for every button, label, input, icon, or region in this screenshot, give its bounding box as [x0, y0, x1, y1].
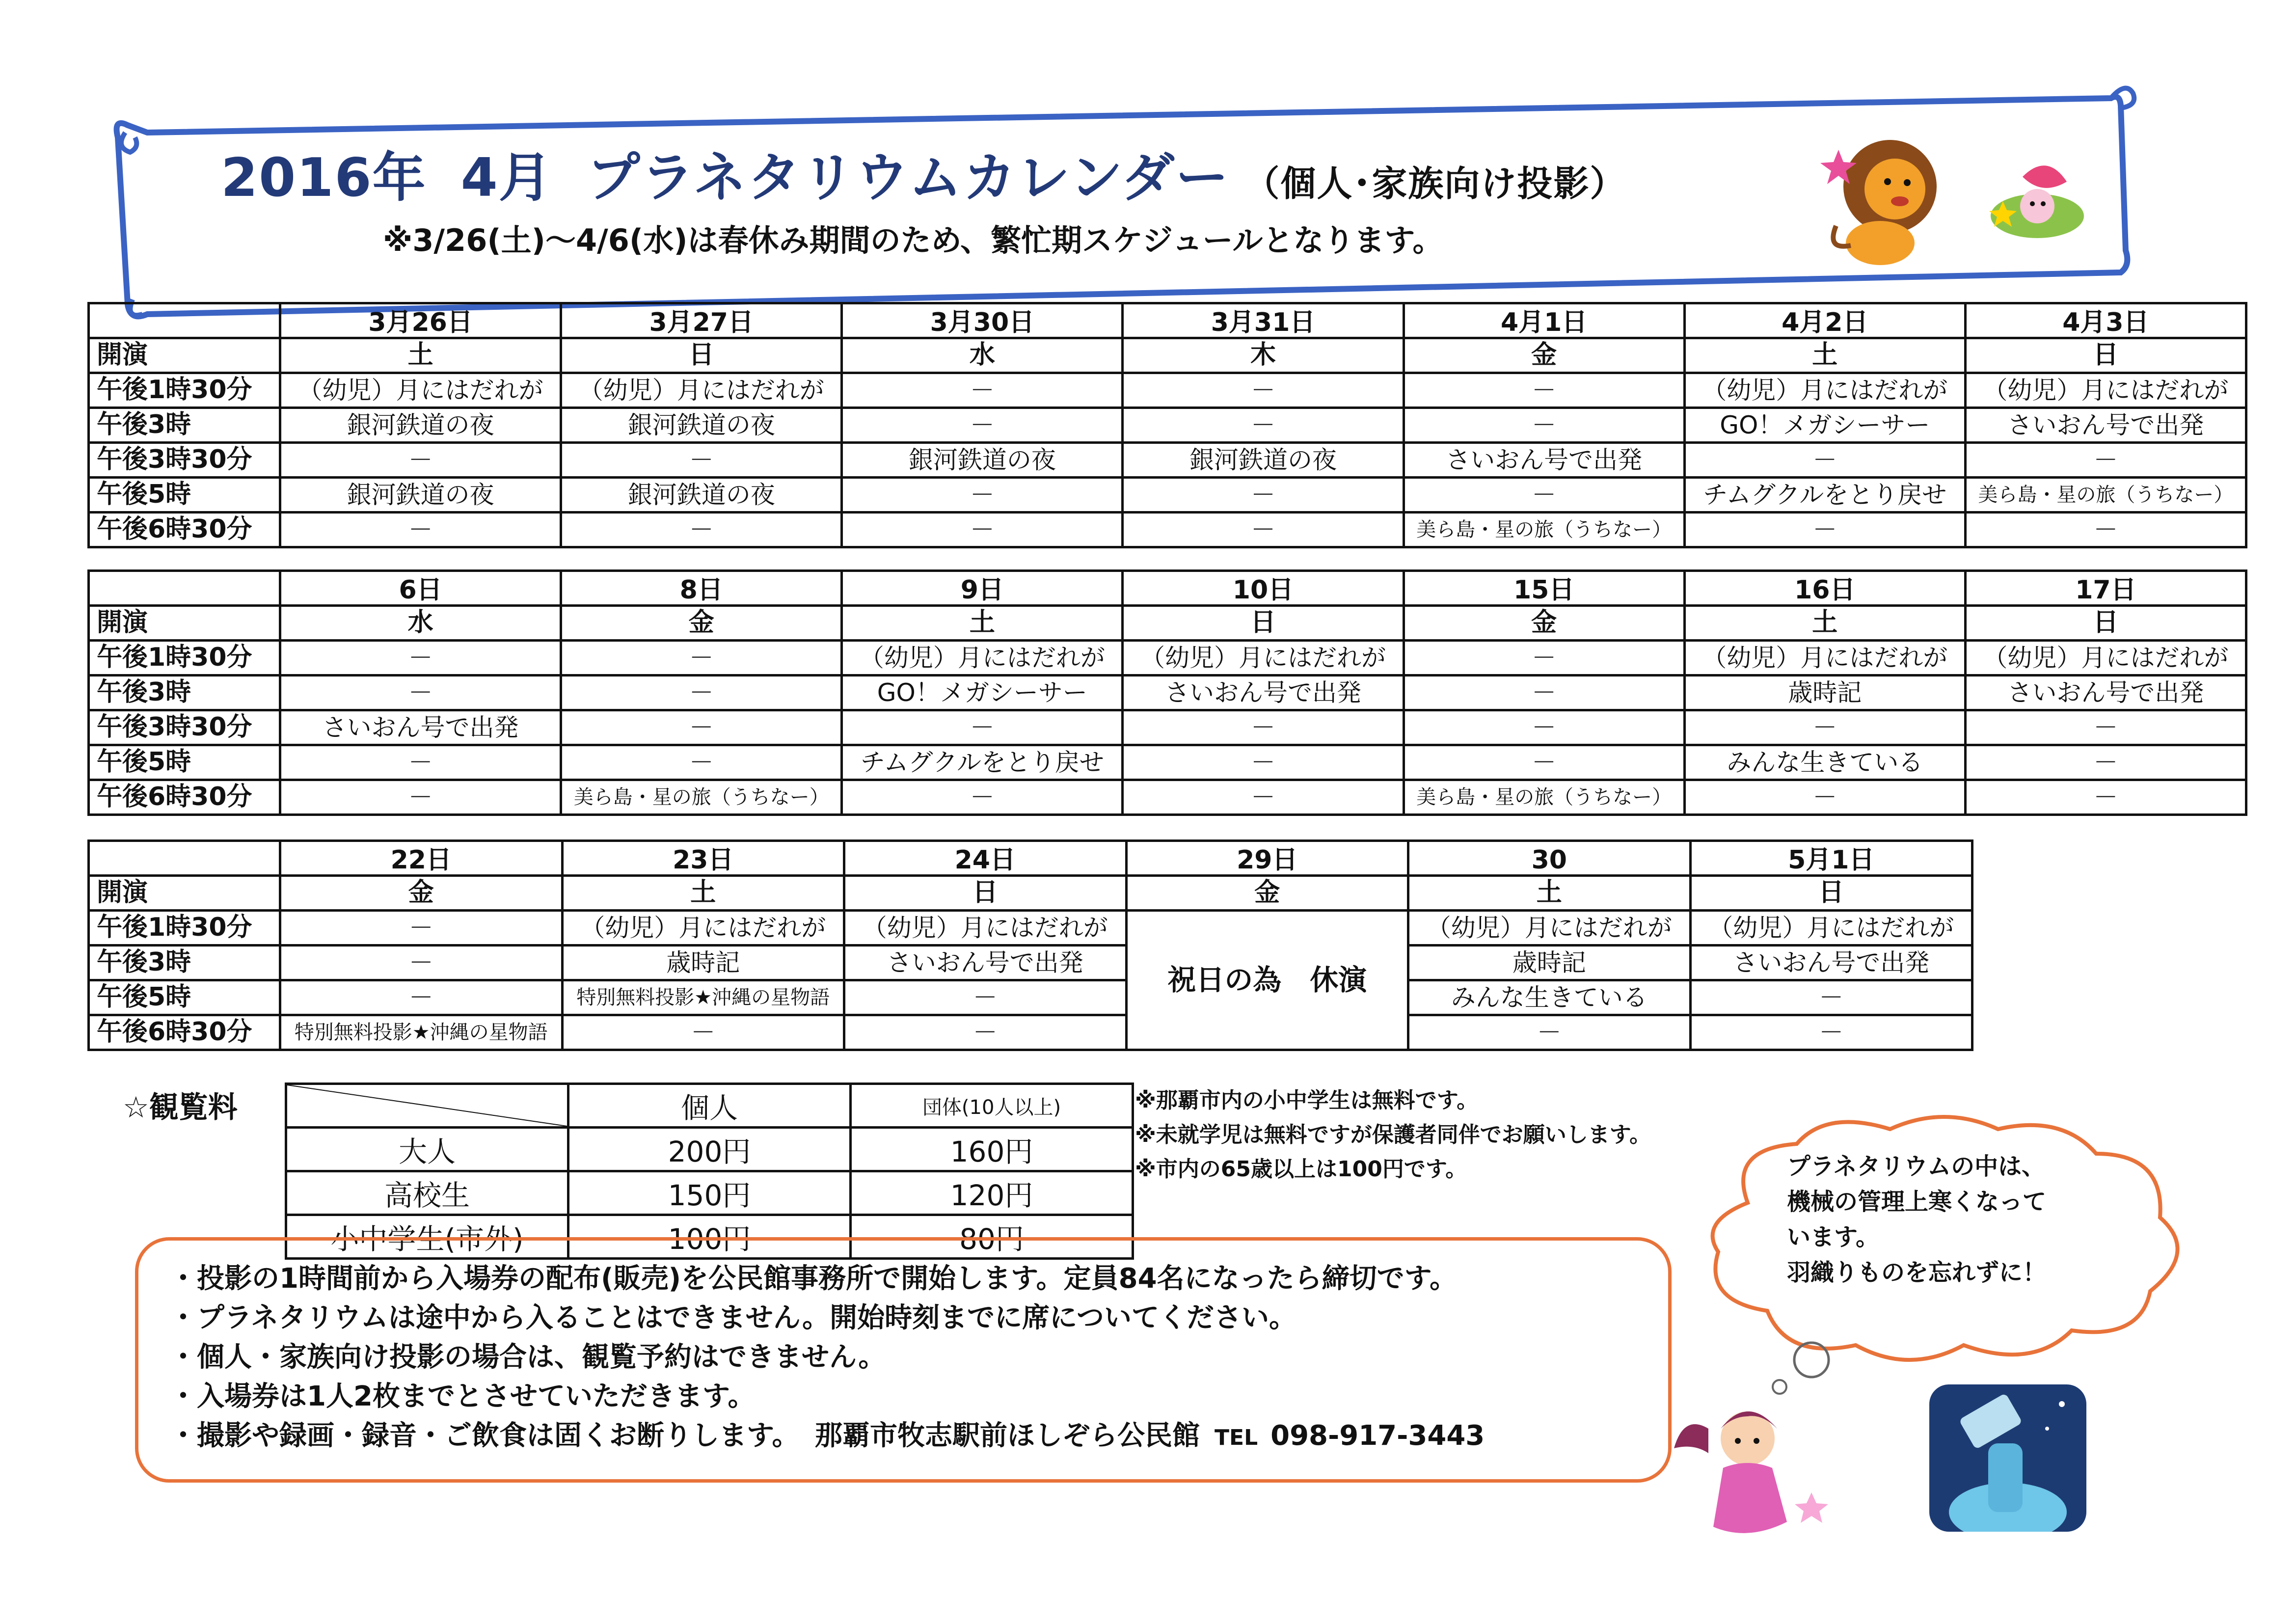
admission-fee-label: ☆観覧料 [123, 1090, 238, 1125]
corner-cell [89, 841, 280, 876]
weekday-cell: 日 [844, 876, 1127, 911]
weekday-cell: 日 [1690, 876, 1972, 911]
weekday-row [89, 338, 2246, 373]
show-cell: 歳時記 [562, 946, 844, 980]
show-cell: 銀河鉄道の夜 [561, 408, 842, 443]
time-row [89, 911, 1972, 946]
show-cell: （幼児）月にはだれが [842, 641, 1123, 676]
fee-value: 150円 [568, 1171, 851, 1215]
corner-cell [89, 571, 280, 606]
time-row [89, 980, 1972, 1015]
show-cell: － [1965, 443, 2246, 478]
show-cell: － [1684, 780, 1965, 815]
show-cell: － [1123, 373, 1404, 408]
show-cell: － [1404, 373, 1684, 408]
show-cell: － [1404, 745, 1684, 780]
show-cell: （幼児）月にはだれが [1965, 373, 2246, 408]
show-cell: 銀河鉄道の夜 [1123, 443, 1404, 478]
row-label: 午後3時30分 [89, 443, 280, 478]
show-cell: （幼児）月にはだれが [280, 373, 561, 408]
show-cell: チムグクルをとり戻せ [842, 745, 1123, 780]
date-header: 24日 [844, 841, 1127, 876]
title-month: 4月 [460, 147, 553, 209]
date-header: 30 [1408, 841, 1691, 876]
show-cell: － [1690, 980, 1972, 1015]
show-cell: 美ら島・星の旅（うちなー） [561, 780, 842, 815]
show-cell: 美ら島・星の旅（うちなー） [1404, 780, 1684, 815]
date-header: 5月1日 [1690, 841, 1972, 876]
fee-category: 小中学生(市外) [286, 1215, 568, 1259]
row-label: 午後5時 [89, 745, 280, 780]
show-cell: さいおん号で出発 [1965, 408, 2246, 443]
show-cell: － [1965, 780, 2246, 815]
show-cell: GO！メガシーサー [1684, 408, 1965, 443]
show-cell: － [280, 745, 561, 780]
weekday-cell: 土 [1684, 338, 1965, 373]
show-cell: 銀河鉄道の夜 [280, 408, 561, 443]
show-cell: 美ら島・星の旅（うちなー） [1965, 478, 2246, 513]
weekday-cell: 金 [561, 606, 842, 641]
date-header: 3月27日 [561, 303, 842, 338]
tel-label: TEL [1215, 1425, 1258, 1450]
weekday-cell: 日 [1965, 338, 2246, 373]
show-cell: みんな生きている [1408, 980, 1691, 1015]
fee-row [286, 1128, 1133, 1171]
show-cell: みんな生きている [1684, 745, 1965, 780]
show-cell: － [842, 513, 1123, 547]
date-header: 17日 [1965, 571, 2246, 606]
fee-note: ※那覇市内の小中学生は無料です。 [1135, 1088, 1479, 1113]
show-cell: － [1123, 478, 1404, 513]
date-header: 6日 [280, 571, 561, 606]
corner-cell [89, 303, 280, 338]
show-cell: － [842, 478, 1123, 513]
show-cell: 銀河鉄道の夜 [561, 478, 842, 513]
reminder-line: 羽織りものを忘れずに！ [1787, 1259, 2047, 1286]
time-row [89, 408, 2246, 443]
time-row [89, 676, 2246, 710]
time-row [89, 443, 2246, 478]
fee-note: ※未就学児は無料ですが保護者同伴でお願いします。 [1135, 1122, 1651, 1147]
show-cell: GO！メガシーサー [842, 676, 1123, 710]
time-row [89, 710, 2246, 745]
schedule-table-week1 [87, 302, 2247, 548]
show-cell: 歳時記 [1408, 946, 1691, 980]
title-year: 2016年 [221, 147, 427, 209]
show-cell: （幼児）月にはだれが [1684, 641, 1965, 676]
show-cell: － [562, 1015, 844, 1050]
weekday-cell: 水 [280, 606, 561, 641]
show-cell: － [1690, 1015, 1972, 1050]
weekday-cell: 金 [1126, 876, 1408, 911]
show-cell: － [280, 513, 561, 547]
show-cell: － [1404, 641, 1684, 676]
title-subtitle: （個人･家族向け投影） [1244, 163, 1626, 204]
schedule-table-week3 [87, 839, 1973, 1051]
show-cell: － [1123, 745, 1404, 780]
spring-break-notice: ※3/26(土)～4/6(水)は春休み期間のため、繁忙期スケジュールとなります。 [383, 222, 1443, 258]
show-cell: さいおん号で出発 [1965, 676, 2246, 710]
show-cell: 特別無料投影★沖縄の星物語 [280, 1015, 563, 1050]
date-header: 29日 [1126, 841, 1408, 876]
time-row [89, 513, 2246, 547]
fee-header: 団体(10人以上) [851, 1084, 1133, 1128]
show-cell: チムグクルをとり戻せ [1684, 478, 1965, 513]
show-cell: （幼児）月にはだれが [1690, 911, 1972, 946]
date-header: 8日 [561, 571, 842, 606]
row-label: 午後6時30分 [89, 780, 280, 815]
weekday-cell: 金 [1404, 606, 1684, 641]
star-character-icon [1983, 147, 2091, 245]
facility-contact [815, 1414, 1485, 1453]
show-cell: － [1965, 745, 2246, 780]
show-cell: （幼児）月にはだれが [561, 373, 842, 408]
row-label: 午後6時30分 [89, 1015, 280, 1050]
diagonal-divider [287, 1085, 567, 1126]
weekday-row [89, 606, 2246, 641]
show-cell: － [1965, 710, 2246, 745]
weekday-cell: 金 [280, 876, 563, 911]
fee-corner-cell [286, 1084, 568, 1128]
row-label: 午後5時 [89, 980, 280, 1015]
time-row [89, 1015, 1972, 1050]
time-row [89, 946, 1972, 980]
weekday-cell: 日 [1123, 606, 1404, 641]
schedule-table-week2 [87, 569, 2247, 816]
show-cell: （幼児）月にはだれが [844, 911, 1127, 946]
fee-category: 大人 [286, 1128, 568, 1171]
show-cell: － [842, 373, 1123, 408]
date-header: 4月1日 [1404, 303, 1684, 338]
show-cell: － [842, 408, 1123, 443]
date-header: 16日 [1684, 571, 1965, 606]
row-label: 午後1時30分 [89, 641, 280, 676]
time-row [89, 641, 2246, 676]
weekday-cell: 土 [1408, 876, 1691, 911]
holiday-closed-cell: 祝日の為 休演 [1126, 911, 1408, 1050]
date-header: 3月30日 [842, 303, 1123, 338]
show-cell: － [1408, 1015, 1691, 1050]
show-cell: － [561, 443, 842, 478]
show-cell: さいおん号で出発 [1123, 676, 1404, 710]
weekday-cell: 土 [562, 876, 844, 911]
fee-value: 100円 [568, 1215, 851, 1259]
weekday-cell: 水 [842, 338, 1123, 373]
fee-value: 200円 [568, 1128, 851, 1171]
show-cell: － [1123, 780, 1404, 815]
row-label: 午後3時 [89, 946, 280, 980]
date-header: 22日 [280, 841, 563, 876]
show-cell: － [561, 676, 842, 710]
title-banner [0, 0, 2296, 334]
title-main: プラネタリウムカレンダー [587, 147, 1230, 209]
show-cell: － [1123, 513, 1404, 547]
reminder-line: 機械の管理上寒くなって [1787, 1188, 2047, 1216]
show-cell: － [1123, 408, 1404, 443]
show-cell: さいおん号で出発 [280, 710, 561, 745]
rule-item: ・入場券は1人2枚までとさせていただきます。 [169, 1380, 756, 1412]
fee-row [286, 1171, 1133, 1215]
date-header: 3月26日 [280, 303, 561, 338]
show-cell: － [280, 641, 561, 676]
show-cell: － [280, 780, 561, 815]
show-cell: － [1684, 710, 1965, 745]
show-cell: （幼児）月にはだれが [1965, 641, 2246, 676]
time-row [89, 478, 2246, 513]
weekday-cell: 木 [1123, 338, 1404, 373]
lion-icon [1816, 128, 1964, 270]
rule-item: ・撮影や録画・録音・ご飲食は固くお断りします。 [169, 1420, 800, 1452]
show-cell: － [844, 980, 1127, 1015]
admission-fee-table [285, 1083, 1134, 1260]
show-cell: （幼児）月にはだれが [562, 911, 844, 946]
show-cell: － [1404, 408, 1684, 443]
show-cell: － [842, 710, 1123, 745]
show-cell: － [1123, 710, 1404, 745]
show-cell: － [1404, 676, 1684, 710]
weekday-cell: 土 [280, 338, 561, 373]
show-cell: － [842, 780, 1123, 815]
facility-name: 那覇市牧志駅前ほしぞら公民館 [815, 1420, 1200, 1452]
show-cell: 銀河鉄道の夜 [842, 443, 1123, 478]
show-cell: さいおん号で出発 [1404, 443, 1684, 478]
row-label: 午後3時 [89, 408, 280, 443]
weekday-cell: 金 [1404, 338, 1684, 373]
fee-value: 120円 [851, 1171, 1133, 1215]
date-header: 9日 [842, 571, 1123, 606]
show-cell: － [561, 745, 842, 780]
show-cell: － [280, 980, 563, 1015]
show-cell: － [280, 676, 561, 710]
row-label: 午後1時30分 [89, 911, 280, 946]
row-label: 開演 [89, 338, 280, 373]
time-row [89, 745, 2246, 780]
row-label: 開演 [89, 606, 280, 641]
show-cell: 銀河鉄道の夜 [280, 478, 561, 513]
show-cell: － [561, 641, 842, 676]
show-cell: 歳時記 [1684, 676, 1965, 710]
show-cell: － [280, 443, 561, 478]
reminder-line: います。 [1787, 1223, 1880, 1251]
fee-value: 160円 [851, 1128, 1133, 1171]
show-cell: さいおん号で出発 [1690, 946, 1972, 980]
row-label: 午後1時30分 [89, 373, 280, 408]
rule-item: ・個人・家族向け投影の場合は、観覧予約はできません。 [169, 1341, 886, 1373]
show-cell: 美ら島・星の旅（うちなー） [1404, 513, 1684, 547]
show-cell: （幼児）月にはだれが [1123, 641, 1404, 676]
date-header: 15日 [1404, 571, 1684, 606]
fairy-icon [1664, 1335, 1870, 1551]
weekday-cell: 土 [842, 606, 1123, 641]
weekday-cell: 土 [1684, 606, 1965, 641]
date-header: 23日 [562, 841, 844, 876]
show-cell: － [1965, 513, 2246, 547]
fee-note: ※市内の65歳以上は100円です。 [1135, 1157, 1467, 1182]
date-row [89, 571, 2246, 606]
date-header: 4月3日 [1965, 303, 2246, 338]
cold-room-reminder [1787, 1149, 2046, 1290]
show-cell: － [561, 513, 842, 547]
fee-header-row [286, 1084, 1133, 1128]
row-label: 午後3時 [89, 676, 280, 710]
date-header: 4月2日 [1684, 303, 1965, 338]
weekday-row [89, 876, 1972, 911]
page-title [221, 135, 1626, 211]
fee-value: 80円 [851, 1215, 1133, 1259]
date-header: 3月31日 [1123, 303, 1404, 338]
show-cell: － [561, 710, 842, 745]
date-row [89, 303, 2246, 338]
show-cell: － [1404, 478, 1684, 513]
reminder-line: プラネタリウムの中は、 [1787, 1153, 2046, 1180]
show-cell: － [1684, 443, 1965, 478]
row-label: 午後6時30分 [89, 513, 280, 547]
date-row [89, 841, 1972, 876]
row-label: 午後5時 [89, 478, 280, 513]
rule-item: ・投影の1時間前から入場券の配布(販売)を公民館事務所で開始します。定員84名になったら締切です。 [169, 1263, 1458, 1295]
show-cell: さいおん号で出発 [844, 946, 1127, 980]
weekday-cell: 日 [1965, 606, 2246, 641]
row-label: 午後3時30分 [89, 710, 280, 745]
time-row [89, 373, 2246, 408]
tel-number: 098-917-3443 [1270, 1420, 1485, 1452]
show-cell: － [844, 1015, 1127, 1050]
time-row [89, 780, 2246, 815]
fee-category: 高校生 [286, 1171, 568, 1215]
show-cell: － [280, 911, 563, 946]
date-header: 10日 [1123, 571, 1404, 606]
show-cell: （幼児）月にはだれが [1408, 911, 1691, 946]
row-label: 開演 [89, 876, 280, 911]
show-cell: 特別無料投影★沖縄の星物語 [562, 980, 844, 1015]
rule-item: ・プラネタリウムは途中から入ることはできません。開始時刻までに席についてください。 [169, 1302, 1297, 1334]
show-cell: （幼児）月にはだれが [1684, 373, 1965, 408]
weekday-cell: 日 [561, 338, 842, 373]
fee-header: 個人 [568, 1084, 851, 1128]
show-cell: － [1684, 513, 1965, 547]
telescope-icon [1929, 1384, 2086, 1532]
show-cell: － [280, 946, 563, 980]
show-cell: － [1404, 710, 1684, 745]
